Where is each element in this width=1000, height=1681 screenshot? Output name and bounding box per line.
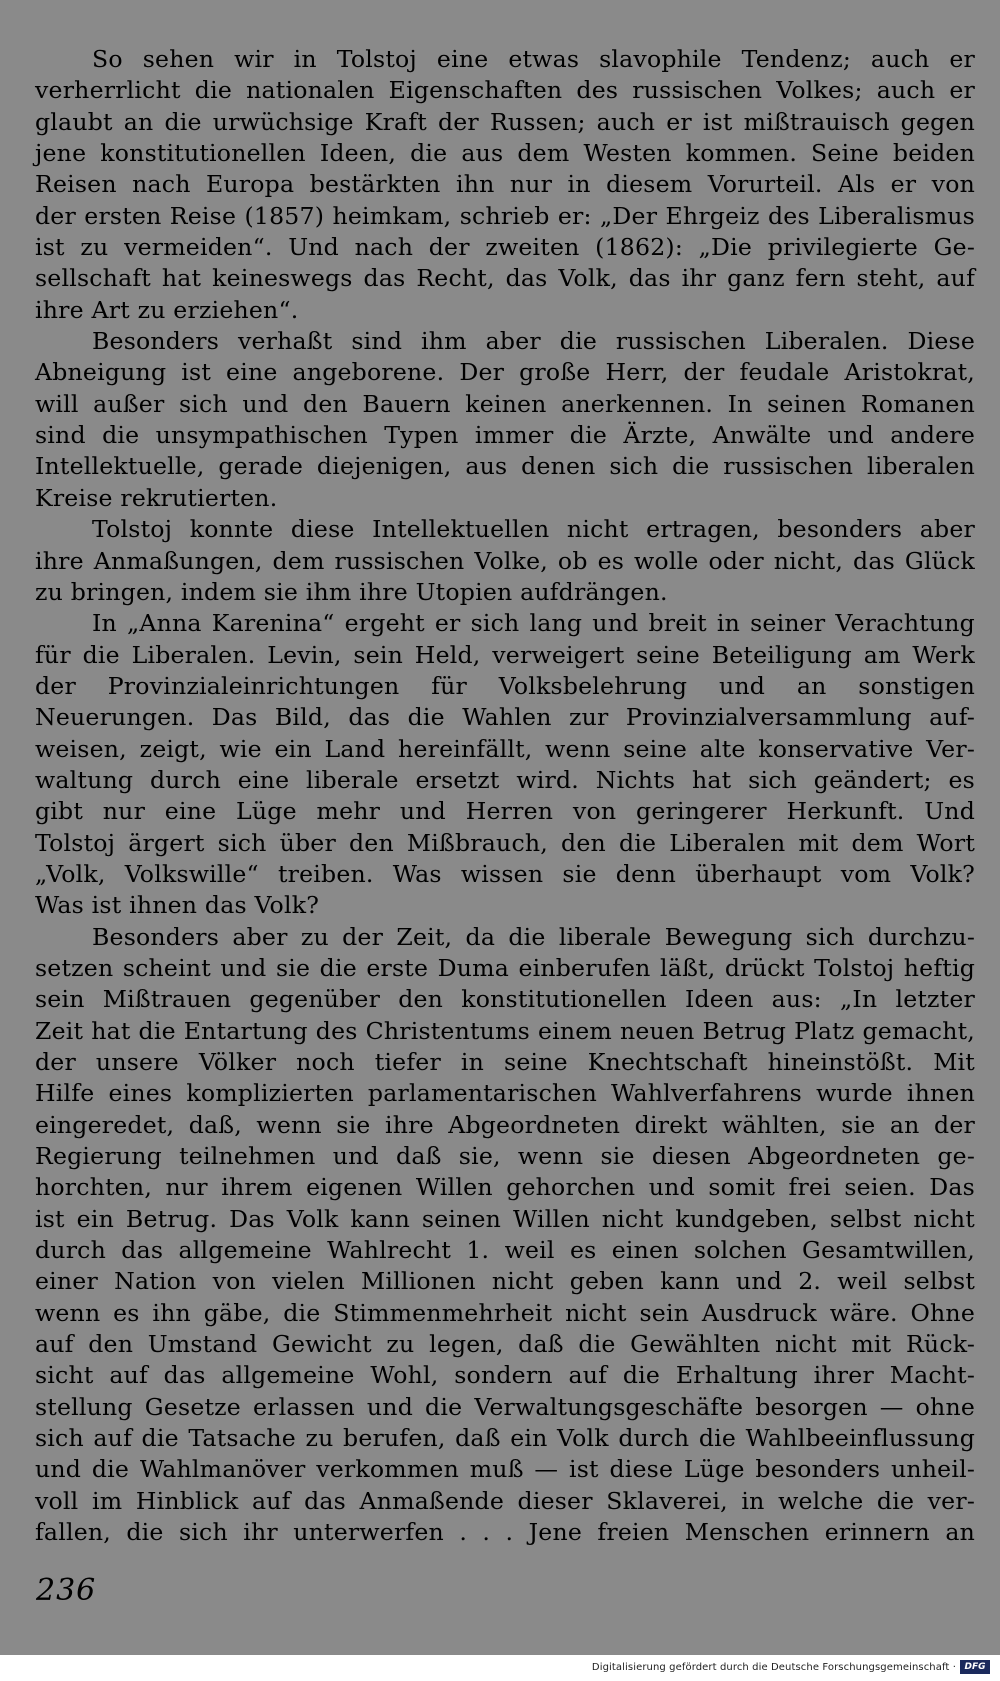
text-line: Zeit hat die Entartung des Christentums einem neuen Betrug Platz gemacht, bbox=[35, 1016, 975, 1045]
text-line: Tolstoj konnte diese Intellektuellen nicht ertragen, besonders aber bbox=[92, 515, 975, 544]
text-line: verherrlicht die nationalen Eigenschaften des russischen Volkes; auch er bbox=[35, 76, 975, 105]
paragraph-3 bbox=[35, 514, 975, 608]
text-line: ist zu vermeiden“. Und nach der zweiten (1862): „Die privilegierte Ge- bbox=[35, 233, 975, 262]
text-line: Tolstoj ärgert sich über den Mißbrauch, den die Liberalen mit dem Wort bbox=[35, 828, 975, 857]
text-line: „Volk, Volkswille“ treiben. Was wissen sie denn überhaupt vom Volk? bbox=[35, 859, 975, 888]
text-line: Was ist ihnen das Volk? bbox=[35, 891, 320, 920]
text-line: auf den Umstand Gewicht zu legen, daß die Gewählten nicht mit Rück- bbox=[35, 1330, 975, 1359]
text-line: glaubt an die urwüchsige Kraft der Russen; auch er ist mißtrauisch gegen bbox=[35, 107, 975, 136]
text-line: fallen, die sich ihr unterwerfen . . . Jene freien Menschen erinnern an bbox=[35, 1518, 975, 1547]
text-line: Intellektuelle, gerade diejenigen, aus denen sich die russischen liberalen bbox=[35, 452, 975, 481]
text-line: sellschaft hat keineswegs das Recht, das Volk, das ihr ganz fern steht, auf bbox=[35, 264, 975, 293]
text-line: Abneigung ist eine angeborene. Der große Herr, der feudale Aristokrat, bbox=[35, 358, 975, 387]
text-line: sicht auf das allgemeine Wohl, sondern auf die Erhaltung ihrer Macht- bbox=[35, 1361, 975, 1390]
paragraph-5 bbox=[35, 922, 975, 1549]
paragraph-2 bbox=[35, 326, 975, 514]
text-line: Reisen nach Europa bestärkten ihn nur in diesem Vorurteil. Als er von bbox=[35, 170, 975, 199]
text-line: und die Wahlmanöver verkommen muß — ist diese Lüge besonders unheil- bbox=[35, 1455, 975, 1484]
text-line: waltung durch eine liberale ersetzt wird. Nichts hat sich geändert; es bbox=[35, 765, 975, 794]
text-line: gibt nur eine Lüge mehr und Herren von geringerer Herkunft. Und bbox=[35, 797, 975, 826]
text-line: horchten, nur ihrem eigenen Willen gehorchen und somit frei seien. Das bbox=[35, 1173, 975, 1202]
text-line: sich auf die Tatsache zu berufen, daß ein Volk durch die Wahlbeeinflussung bbox=[35, 1424, 975, 1453]
text-line: sind die unsympathischen Typen immer die Ärzte, Anwälte und andere bbox=[35, 421, 975, 450]
text-line: für die Liberalen. Levin, sein Held, verweigert seine Beteiligung am Werk bbox=[35, 640, 975, 669]
text-line: jene konstitutionellen Ideen, die aus dem Westen kommen. Seine beiden bbox=[35, 139, 975, 168]
page-number: 236 bbox=[36, 1573, 97, 1608]
dfg-logo: DFG bbox=[960, 1660, 990, 1674]
text-line: weisen, zeigt, wie ein Land hereinfällt, wenn seine alte konservative Ver- bbox=[35, 734, 975, 763]
text-line: der ersten Reise (1857) heimkam, schrieb er: „Der Ehrgeiz des Liberalismus bbox=[35, 201, 975, 230]
text-line: Hilfe eines komplizierten parlamentarischen Wahlverfahrens wurde ihnen bbox=[35, 1079, 975, 1108]
paragraph-1 bbox=[35, 44, 975, 326]
text-line: zu bringen, indem sie ihm ihre Utopien aufdrängen. bbox=[35, 577, 668, 606]
text-line: ihre Anmaßungen, dem russischen Volke, ob es wolle oder nicht, das Glück bbox=[35, 546, 975, 575]
text-line: will außer sich und den Bauern keinen anerkennen. In seinen Romanen bbox=[35, 389, 975, 418]
digitization-credit: Digitalisierung gefördert durch die Deutsche Forschungsgemeinschaft · bbox=[591, 1662, 956, 1673]
text-line: sein Mißtrauen gegenüber den konstitutionellen Ideen aus: „In letzter bbox=[35, 985, 975, 1014]
text-line: Besonders verhaßt sind ihm aber die russischen Liberalen. Diese bbox=[92, 327, 975, 356]
text-line: einer Nation von vielen Millionen nicht geben kann und 2. weil selbst bbox=[35, 1267, 975, 1296]
text-line: Kreise rekrutierten. bbox=[35, 483, 278, 512]
text-line: durch das allgemeine Wahlrecht 1. weil es einen solchen Gesamtwillen, bbox=[35, 1236, 975, 1265]
text-line: der unsere Völker noch tiefer in seine Knechtschaft hineinstößt. Mit bbox=[35, 1048, 975, 1076]
text-line: ist ein Betrug. Das Volk kann seinen Willen nicht kundgeben, selbst nicht bbox=[35, 1204, 975, 1233]
body-text bbox=[35, 44, 975, 1549]
text-line: Regierung teilnehmen und daß sie, wenn sie diesen Abgeordneten ge- bbox=[35, 1142, 975, 1171]
paragraph-4 bbox=[35, 608, 975, 921]
text-line: der Provinzialeinrichtungen für Volksbelehrung und an sonstigen bbox=[35, 671, 975, 700]
text-line: ihre Art zu erziehen“. bbox=[35, 295, 299, 324]
text-line: setzen scheint und sie die erste Duma einberufen läßt, drückt Tolstoj heftig bbox=[35, 953, 975, 982]
text-line: In „Anna Karenina“ ergeht er sich lang und breit in seiner Verachtung bbox=[92, 609, 975, 638]
text-line: eingeredet, daß, wenn sie ihre Abgeordneten direkt wählten, sie an der bbox=[35, 1110, 975, 1139]
text-line: wenn es ihn gäbe, die Stimmenmehrheit nicht sein Ausdruck wäre. Ohne bbox=[35, 1298, 975, 1327]
text-line: voll im Hinblick auf das Anmaßende dieser Sklaverei, in welche die ver- bbox=[35, 1486, 975, 1515]
text-line: So sehen wir in Tolstoj eine etwas slavophile Tendenz; auch er bbox=[92, 45, 975, 73]
text-line: Neuerungen. Das Bild, das die Wahlen zur Provinzialversammlung auf- bbox=[35, 703, 975, 732]
text-line: Besonders aber zu der Zeit, da die liberale Bewegung sich durchzu- bbox=[92, 922, 975, 951]
text-line: stellung Gesetze erlassen und die Verwaltungsgeschäfte besorgen — ohne bbox=[35, 1392, 975, 1421]
